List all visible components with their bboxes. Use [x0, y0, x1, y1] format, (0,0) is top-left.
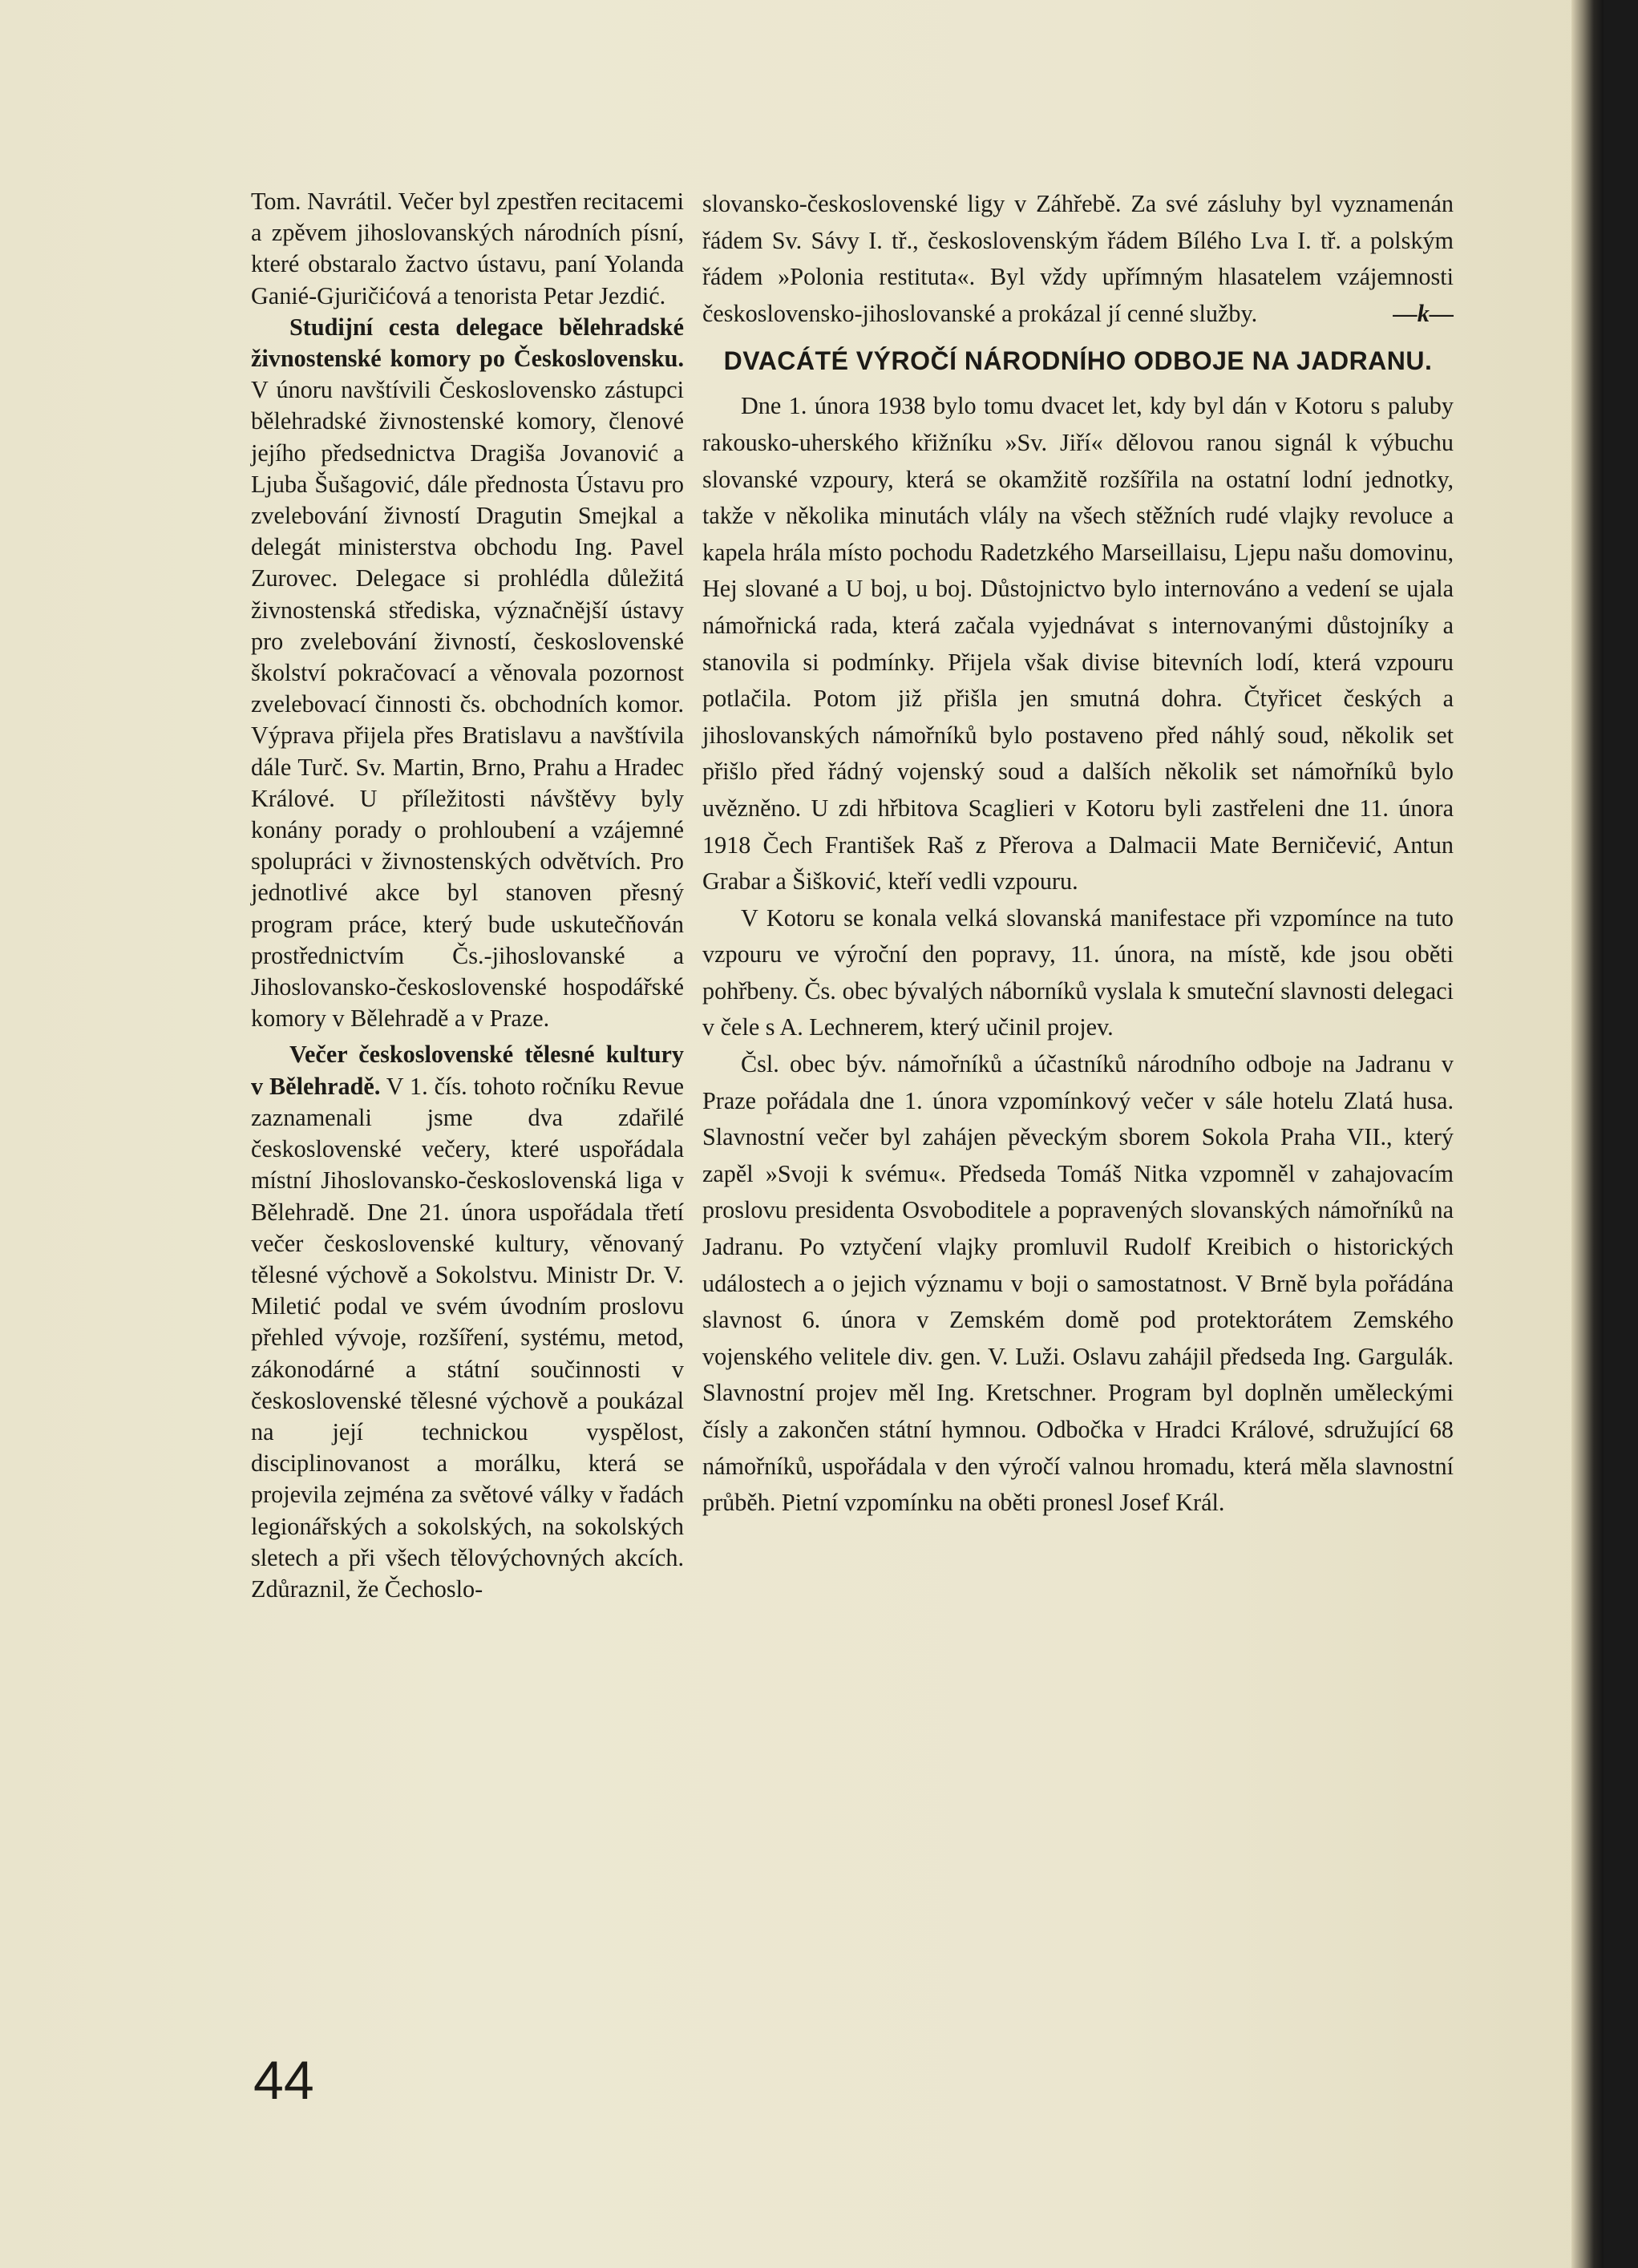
right-paragraph-3: V Kotoru se konala velká slovanská manifestace při vzpomínce na tuto vzpouru ve výroční den popravy, 11. února, na místě, kde jsou oběti pohřbeny. Čs. obec bývalých náborníků vyslala k smuteční slavnosti delegaci v čele s A. Lechnerem, který učinil projev.	[702, 904, 1454, 1041]
section-title-sokol-evening: Večer československé tělesné kultury v Bělehradě.	[251, 1041, 684, 1100]
left-column	[251, 186, 684, 1605]
section-title-study-trip: Studijní cesta delegace bělehradské živnostenské komory po Československu.	[251, 313, 684, 373]
right-paragraph-1: slovansko-československé ligy v Záhřebě. Za své zásluhy byl vyznamenán řádem Sv. Sávy I. tř., československým řádem Bílého Lva I. tř. a polským řádem »Polonia restituta«. Byl vždy upřímným hlasatelem vzájemnosti československo-jihoslovanské a prokázal jí cenné služby.	[702, 190, 1454, 327]
left-paragraph-2	[251, 312, 684, 1035]
left-paragraph-2-body: V únoru navštívili Československo zástupci bělehradské živnostenské komory, členové jejího předsednictva Dragiša Jovanović a Ljuba Šušagović, dále přednosta Ústavu pro zvelebování živností Dragutin Smejkal a delegát ministerstva obchodu Ing. Pavel Zurovec. Delegace si prohlédla důležitá živnostenská střediska, význačnější ústavy pro zvelebování živností, československé školství pokračovací a věnovala pozornost zvelebovací činnosti čs. obchodních komor. Výprava přijela přes Bratislavu a navštívila dále Turč. Sv. Martin, Brno, Prahu a Hradec Králové. U příležitosti návštěvy byly konány porady o prohloubení a vzájemné spolupráci v živnostenských odvětvích. Pro jednotlivé akce byl stanoven přesný program práce, který bude uskutečňován prostřednictvím Čs.-jihoslovanské a Jihoslovansko-československé hospodářské komory v Bělehradě a v Praze.	[251, 376, 684, 1033]
right-paragraph-2: Dne 1. února 1938 bylo tomu dvacet let, kdy byl dán v Kotoru s paluby rakousko-uherského křižníku »Sv. Jiří« dělovou ranou signál k výbuchu slovanské vzpoury, která se okamžitě rozšířila na ostatní lodní jednotky, takže v několika minutách vlály na všech stěžních rudé vlajky revoluce a kapela hrála místo pochodu Radetzkého Marseillaisu, Ljepu našu domovinu, Hej slované a U boj, u boj. Důstojnictvo bylo internováno a vedení se ujala námořnická rada, která začala vyjednávat s internovanými důstojníky a stanovila si podmínky. Přijela však divise bitevních lodí, která vzpouru potlačila. Potom již přišla jen smutná dohra. Čtyřicet českých a jihoslovanských námořníků bylo postaveno před náhlý soud, několik set přišlo před řádný vojenský soud a dalších několik set námořníků bylo uvězněno. U zdi hřbitova Scaglieri v Kotoru byli zastřeleni dne 11. února 1918 Čech František Raš z Přerova a Dalmacii Mate Berničević, Antun Grabar a Šišković, kteří vedli vzpouru.	[702, 392, 1454, 895]
left-paragraph-1: Tom. Navrátil. Večer byl zpestřen recitacemi a zpěvem jihoslovanských národních písní, které obstaralo žactvo ústavu, paní Yolanda Ganié-Gjuričićová a tenorista Petar Jezdić.	[251, 188, 684, 309]
book-spine-shadow	[1571, 0, 1604, 2268]
left-paragraph-3	[251, 1039, 684, 1605]
right-paragraph-4: Čsl. obec býv. námořníků a účastníků národního odboje na Jadranu v Praze pořádala dne 1. února vzpomínkový večer v sále hotelu Zlatá husa. Slavnostní večer byl zahájen pěveckým sborem Sokola Praha VII., který zapěl »Svoji k svému«. Předseda Tomáš Nitka vzpomněl v zahajovacím proslovu presidenta Osvoboditele a popravených slovanských námořníků na Jadranu. Po vztyčení vlajky promluvil Rudolf Kreibich o historických událostech a o jejich významu v boji o samostatnost. V Brně byla pořádána slavnost 6. února v Zemském domě pod protektorátem Zemského vojenského velitele div. gen. V. Luži. Oslavu zahájil předseda Ing. Gargulák. Slavnostní projev měl Ing. Kretschner. Program byl doplněn uměleckými čísly a zakončen státní hymnou. Odbočka v Hradci Králové, sdružující 68 námořníků, uspořádala v den výročí valnou hromadu, která měla slavnostní průběh. Pietní vzpomínku na oběti pronesl Josef Král.	[702, 1050, 1454, 1517]
left-paragraph-3-body: V 1. čís. tohoto ročníku Revue zaznamenali jsme dva zdařilé československé večery, které uspořádala místní Jihoslovansko-československá liga v Bělehradě. Dne 21. února uspořádala třetí večer československé kultury, věnovaný tělesné výchově a Sokolstvu. Ministr Dr. V. Miletić podal ve svém úvodním proslovu přehled vývoje, rozšíření, systému, metod, zákonodárné a státní součinnosti v československé tělesné výchově a poukázal na její technickou vyspělost, disciplinovanost a morálku, která se projevila zejména za světové války v řadách legionářských a sokolských, na sokolských sletech a při všech tělovýchovných akcích. Zdůraznil, že Čechoslo-	[251, 1072, 684, 1603]
right-column	[702, 186, 1454, 1522]
article-heading: DVACÁTÉ VÝROČÍ NÁRODNÍHO ODBOJE NA JADRANU.	[723, 346, 1433, 376]
page-number: 44	[253, 2050, 314, 2111]
author-signature: —k—	[1393, 299, 1454, 327]
